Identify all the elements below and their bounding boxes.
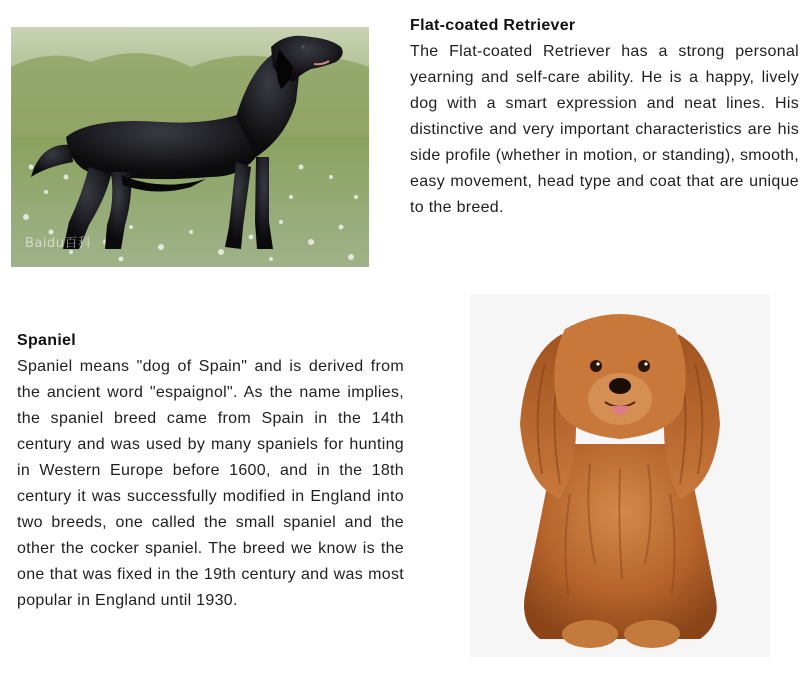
spaniel-photo — [470, 294, 770, 657]
retriever-image — [11, 27, 369, 267]
spaniel-title: Spaniel — [17, 332, 77, 349]
retriever-description: The Flat-coated Retriever has a strong personal yearning and self-care ability. He is a happy, lively dog with a smart expression and neat lines. His distinctive and very important characteristics are his side profile (whether in motion, or standing), smooth, easy movement, head type and coat that are unique to the breed. — [410, 43, 799, 216]
retriever-section — [410, 13, 799, 221]
spaniel-description: Spaniel means "dog of Spain" and is derived from the ancient word "espaignol". As the name implies, the spaniel breed came from Spain in the 14th century and was used by many spaniels for hunting in Western Europe before 1600, and in the 18th century it was successfully modified in England into two breeds, one called the small spaniel and the other the cocker spaniel. The breed we know is the one that was fixed in the 19th century and was most popular in England until 1930. — [17, 358, 404, 609]
spaniel-image — [470, 294, 770, 657]
retriever-photo — [11, 27, 369, 267]
retriever-title: Flat-coated Retriever — [410, 17, 576, 34]
photo-watermark: Baidu百科 — [25, 236, 92, 251]
spaniel-section — [17, 328, 404, 614]
